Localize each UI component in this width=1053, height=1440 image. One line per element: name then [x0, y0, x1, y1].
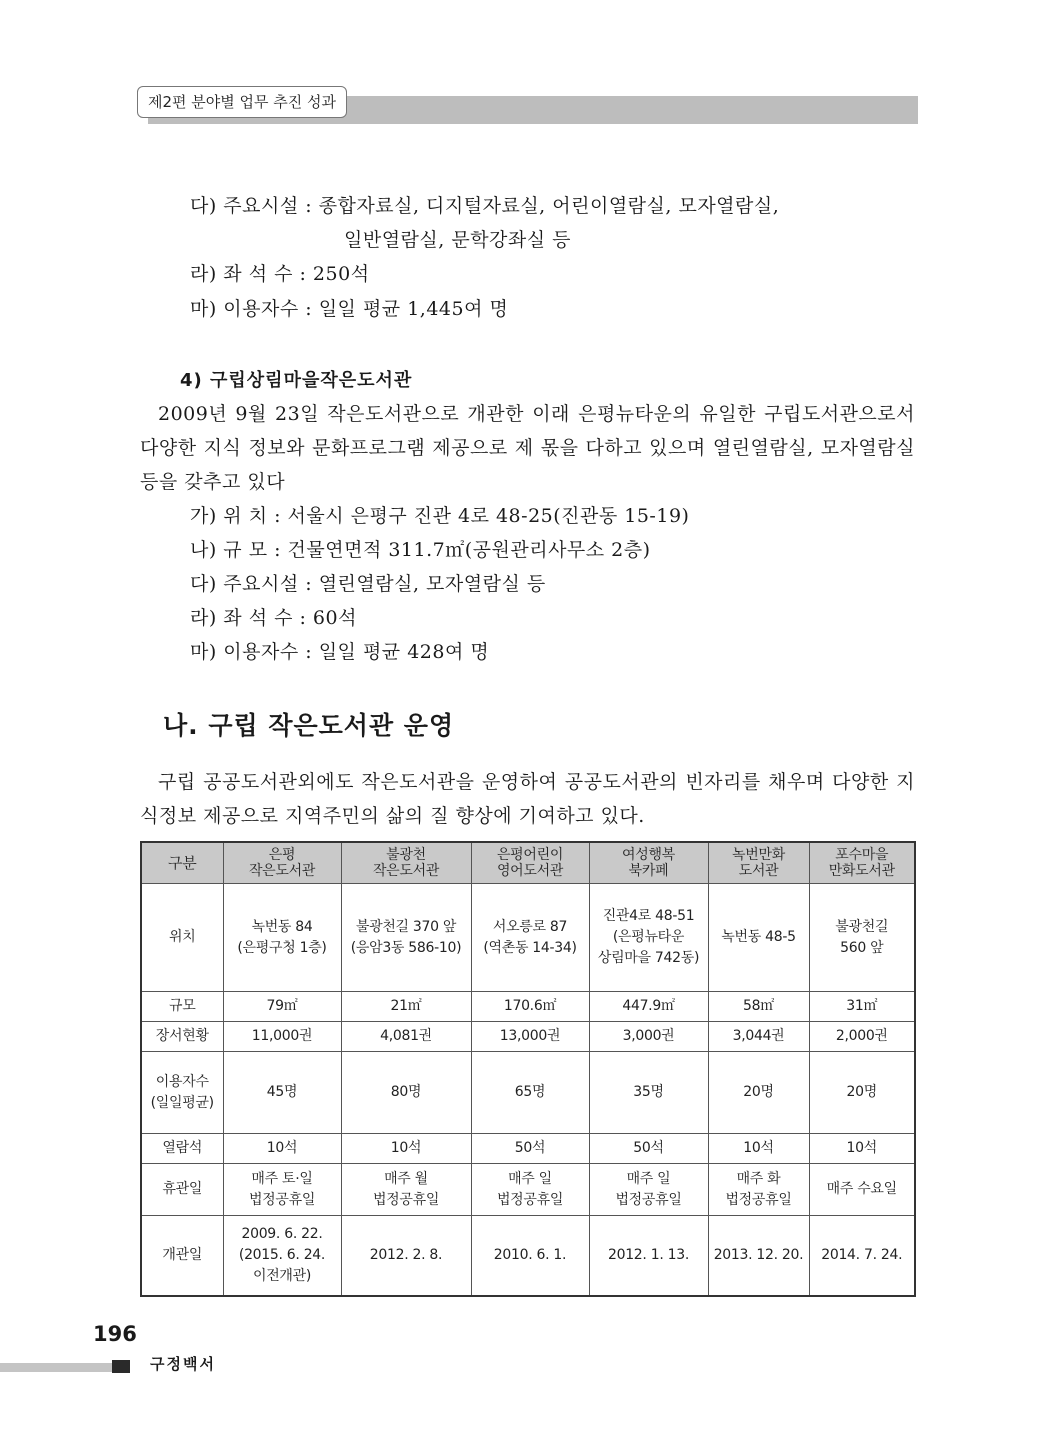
row-header: 휴관일 — [141, 1164, 223, 1216]
table-cell: 2012. 2. 8. — [341, 1216, 471, 1296]
table-cell: 매주 화 법정공휴일 — [708, 1164, 809, 1216]
book-title: 구정백서 — [150, 1355, 216, 1373]
table-header-row — [141, 842, 915, 884]
footer-block — [112, 1360, 130, 1373]
table-cell: 10석 — [708, 1134, 809, 1164]
table-cell: 2012. 1. 13. — [589, 1216, 708, 1296]
table-cell: 45명 — [223, 1052, 341, 1134]
table-cell: 50석 — [471, 1134, 589, 1164]
table-cell: 31㎡ — [809, 992, 915, 1022]
table-cell: 170.6㎡ — [471, 992, 589, 1022]
table-cell: 20명 — [809, 1052, 915, 1134]
table-row-opening-date — [141, 1216, 915, 1296]
library4-location-line: 가) 위 치 : 서울시 은평구 진관 4로 48-25(진관동 15-19) — [190, 505, 690, 527]
section-header-tab: 제2편 분야별 업무 추진 성과 — [137, 86, 347, 118]
page-number: 196 — [93, 1322, 137, 1346]
column-header: 은평어린이 영어도서관 — [471, 842, 589, 884]
prev-users-line: 마) 이용자수 : 일일 평균 1,445여 명 — [190, 298, 509, 320]
table-cell: 불광천길 370 앞 (응암3동 586-10) — [341, 884, 471, 992]
table-cell: 20명 — [708, 1052, 809, 1134]
table-cell: 녹번동 84 (은평구청 1층) — [223, 884, 341, 992]
table-row-scale — [141, 992, 915, 1022]
table-cell: 매주 월 법정공휴일 — [341, 1164, 471, 1216]
table-cell: 11,000권 — [223, 1022, 341, 1052]
table-cell: 80명 — [341, 1052, 471, 1134]
footer-bar — [0, 1363, 112, 1372]
table-cell: 10석 — [809, 1134, 915, 1164]
table-cell: 매주 일 법정공휴일 — [471, 1164, 589, 1216]
table-cell: 2010. 6. 1. — [471, 1216, 589, 1296]
table-row-seats — [141, 1134, 915, 1164]
table-cell: 2013. 12. 20. — [708, 1216, 809, 1296]
row-header: 규모 — [141, 992, 223, 1022]
table-row-collection — [141, 1022, 915, 1052]
section-intro-text: 구립 공공도서관외에도 작은도서관을 운영하여 공공도서관의 빈자리를 채우며 다양한 지식정보 제공으로 지역주민의 삶의 질 향상에 기여하고 있다. — [140, 771, 915, 827]
table-cell: 10석 — [341, 1134, 471, 1164]
row-header: 개관일 — [141, 1216, 223, 1296]
section-intro — [140, 765, 915, 833]
table-cell: 불광천길 560 앞 — [809, 884, 915, 992]
table-cell: 2009. 6. 22. (2015. 6. 24. 이전개관) — [223, 1216, 341, 1296]
table-cell: 2014. 7. 24. — [809, 1216, 915, 1296]
table-cell: 10석 — [223, 1134, 341, 1164]
prev-facilities-cont-line: 일반열람실, 문학강좌실 등 — [344, 229, 572, 251]
table-cell: 79㎡ — [223, 992, 341, 1022]
small-library-table — [140, 841, 916, 1297]
library4-users-line: 마) 이용자수 : 일일 평균 428여 명 — [190, 641, 490, 663]
column-header: 여성행복 북카페 — [589, 842, 708, 884]
prev-facilities-line: 다) 주요시설 : 종합자료실, 디지털자료실, 어린이열람실, 모자열람실, — [190, 195, 780, 217]
library4-description-text: 2009년 9월 23일 작은도서관으로 개관한 이래 은평뉴타운의 유일한 구립도서관으로서 다양한 지식 정보와 문화프로그램 제공으로 제 몫을 다하고 있으며 열린열람실, 모자열람실 등을 갖추고 있다 — [140, 403, 915, 493]
table-cell: 서오릉로 87 (역촌동 14-34) — [471, 884, 589, 992]
table-cell: 매주 수요일 — [809, 1164, 915, 1216]
table-cell: 3,000권 — [589, 1022, 708, 1052]
column-header: 녹번만화 도서관 — [708, 842, 809, 884]
table-cell: 4,081권 — [341, 1022, 471, 1052]
table-cell: 50석 — [589, 1134, 708, 1164]
table-cell: 21㎡ — [341, 992, 471, 1022]
table-cell: 3,044권 — [708, 1022, 809, 1052]
library4-scale-line: 나) 규 모 : 건물연면적 311.7㎡(공원관리사무소 2층) — [190, 539, 651, 561]
table-cell: 65명 — [471, 1052, 589, 1134]
column-header: 은평 작은도서관 — [223, 842, 341, 884]
table-cell: 13,000권 — [471, 1022, 589, 1052]
table-cell: 2,000권 — [809, 1022, 915, 1052]
table-cell: 447.9㎡ — [589, 992, 708, 1022]
table-cell: 매주 일 법정공휴일 — [589, 1164, 708, 1216]
table-cell: 58㎡ — [708, 992, 809, 1022]
column-header: 포수마을 만화도서관 — [809, 842, 915, 884]
table-row-location — [141, 884, 915, 992]
row-header: 이용자수 (일일평균) — [141, 1052, 223, 1134]
table-row-closed-days — [141, 1164, 915, 1216]
row-header: 열람석 — [141, 1134, 223, 1164]
table-cell: 매주 토·일 법정공휴일 — [223, 1164, 341, 1216]
column-header: 불광천 작은도서관 — [341, 842, 471, 884]
table-row-users — [141, 1052, 915, 1134]
section-title: 나. 구립 작은도서관 운영 — [163, 711, 455, 740]
row-header: 장서현황 — [141, 1022, 223, 1052]
table-corner-header: 구분 — [141, 842, 223, 884]
library4-description — [140, 397, 915, 499]
table-cell: 진관4로 48-51 (은평뉴타운 상림마을 742동) — [589, 884, 708, 992]
library4-title: 4) 구립상림마을작은도서관 — [180, 370, 413, 391]
library4-facilities-line: 다) 주요시설 : 열린열람실, 모자열람실 등 — [190, 573, 546, 595]
library4-seats-line: 라) 좌 석 수 : 60석 — [190, 607, 357, 629]
table-cell: 35명 — [589, 1052, 708, 1134]
table-cell: 녹번동 48-5 — [708, 884, 809, 992]
prev-seats-line: 라) 좌 석 수 : 250석 — [190, 263, 370, 285]
row-header: 위치 — [141, 884, 223, 992]
